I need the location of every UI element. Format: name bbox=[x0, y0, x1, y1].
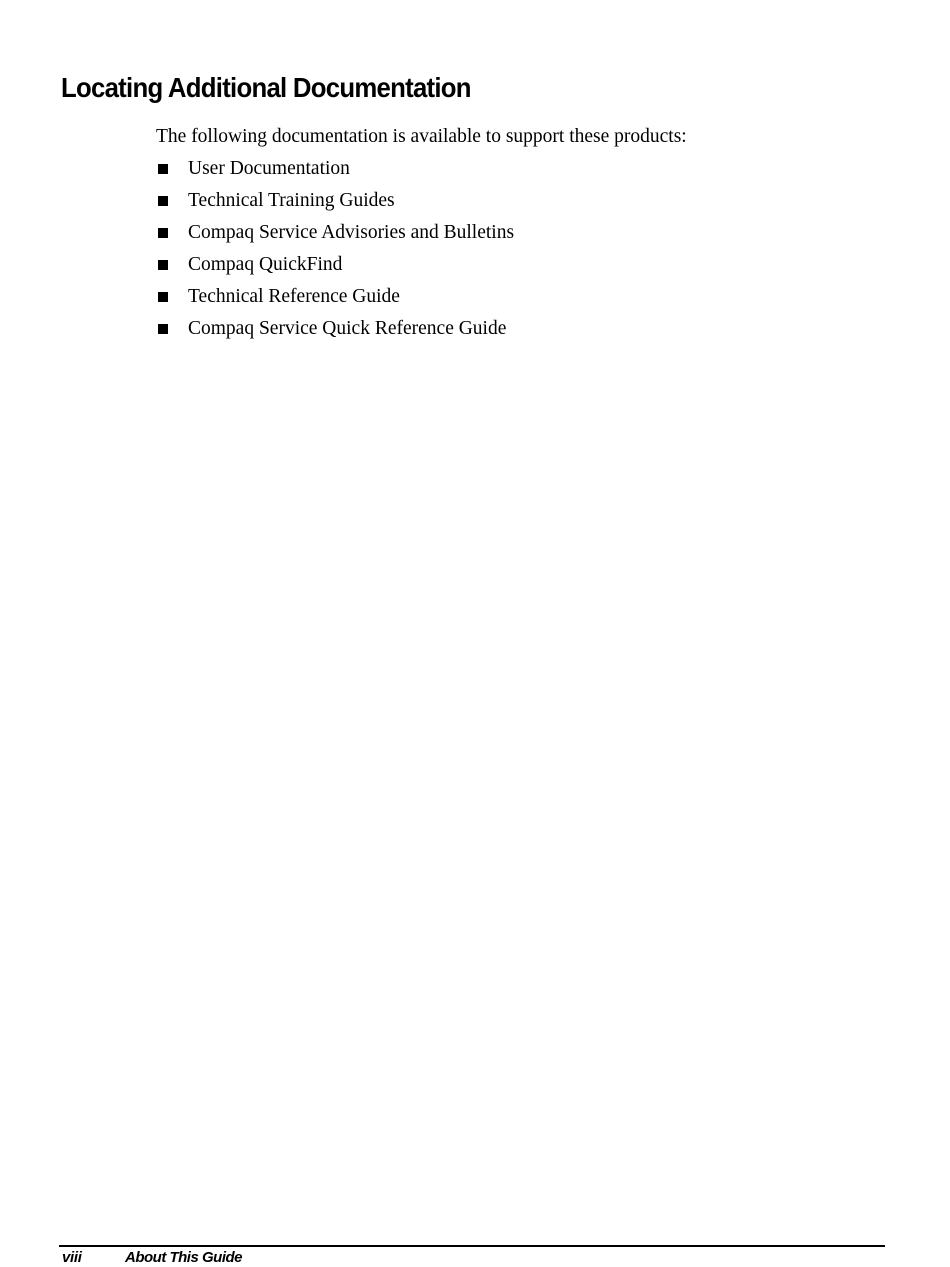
square-bullet-icon bbox=[158, 196, 168, 206]
square-bullet-icon bbox=[158, 164, 168, 174]
list-item-label: Technical Reference Guide bbox=[188, 286, 400, 307]
list-item-label: Compaq QuickFind bbox=[188, 254, 343, 275]
list-item-label: User Documentation bbox=[188, 158, 350, 179]
list-item-label: Technical Training Guides bbox=[188, 190, 395, 211]
footer-section-title: About This Guide bbox=[125, 1249, 242, 1266]
square-bullet-icon bbox=[158, 324, 168, 334]
list-item-label: Compaq Service Advisories and Bulletins bbox=[188, 222, 515, 243]
intro-paragraph: The following documentation is available to support these products: bbox=[156, 126, 687, 147]
list-item-label: Compaq Service Quick Reference Guide bbox=[188, 318, 507, 339]
footer-divider bbox=[59, 1245, 885, 1247]
footer-page-number: viii bbox=[62, 1249, 82, 1266]
square-bullet-icon bbox=[158, 228, 168, 238]
page-title: Locating Additional Documentation bbox=[61, 72, 471, 103]
square-bullet-icon bbox=[158, 292, 168, 302]
square-bullet-icon bbox=[158, 260, 168, 270]
